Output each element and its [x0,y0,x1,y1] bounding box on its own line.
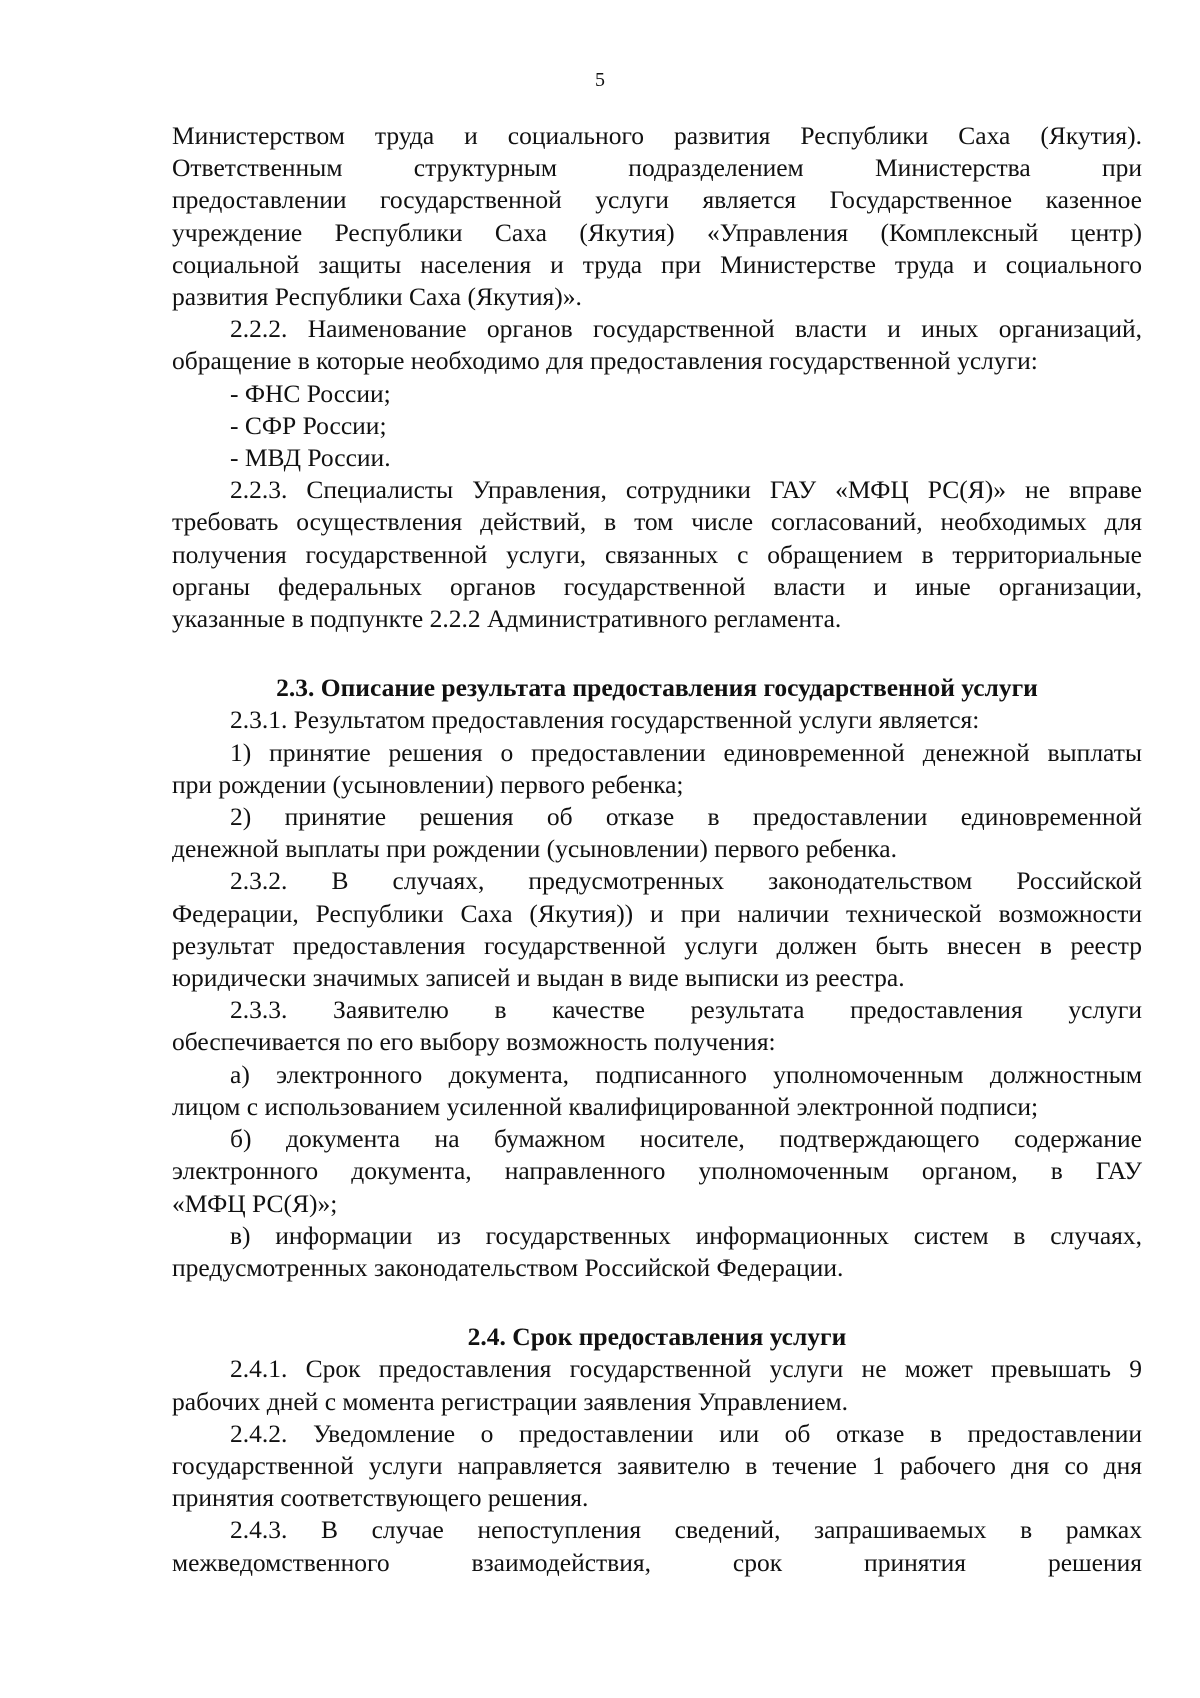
paragraph-line: 2.2.3. Специалисты Управления, сотрудники ГАУ «МФЦ РС(Я)» не вправе [230,475,1142,505]
paragraph-line: обеспечивается по его выбору возможность получения: [172,1027,776,1057]
paragraph-line: Федерации, Республики Саха (Якутия)) и при наличии технической возможности [172,898,1142,928]
paragraph-line: указанные в подпункте 2.2.2 Административного регламента. [172,604,842,634]
paragraph-line: 2.4.2. Уведомление о предоставлении или об отказе в предоставлении [230,1418,1142,1448]
page-number: 5 [595,69,605,91]
paragraph-line: социальной защиты населения и труда при Министерстве труда и социального [172,249,1142,279]
list-item-line: «МФЦ РС(Я)»; [172,1188,338,1218]
paragraph-line: результат предоставления государственной услуги должен быть внесен в реестр [172,930,1142,960]
document-body [172,120,1142,1579]
paragraph-line: рабочих дней с момента регистрации заявления Управлением. [172,1386,849,1416]
paragraph-line: 2.4.3. В случае непоступления сведений, запрашиваемых в рамках [230,1515,1142,1545]
paragraph-line: органы федеральных органов государственной власти и иные организации, [172,571,1142,601]
paragraph-line: 2.2.2. Наименование органов государственной власти и иных организаций, [230,314,1142,344]
list-item: - ФНС России; [230,378,391,408]
paragraph-line: обращение в которые необходимо для предоставления государственной услуги: [172,346,1038,376]
list-item: в) информации из государственных информационных систем в случаях, [230,1220,1142,1250]
paragraph-line: требовать осуществления действий, в том числе согласований, необходимых для [172,507,1142,537]
paragraph-line: принятия соответствующего решения. [172,1483,589,1513]
paragraph-line: 2.4.1. Срок предоставления государственной услуги не может превышать 9 [230,1354,1142,1384]
list-item-line: предусмотренных законодательством Российской Федерации. [172,1252,844,1282]
list-item: - МВД России. [230,443,391,473]
paragraph-line: учреждение Республики Саха (Якутия) «Управления (Комплексный центр) [172,217,1142,247]
list-item: б) документа на бумажном носителе, подтверждающего содержание [230,1124,1142,1154]
paragraph-line: предоставлении государственной услуги является Государственное казенное [172,185,1142,215]
paragraph-line: получения государственной услуги, связанных с обращением в территориальные [172,539,1142,569]
section-heading: 2.4. Срок предоставления услуги [467,1322,847,1352]
paragraph-line: 2.3.2. В случаях, предусмотренных законодательством Российской [230,866,1142,896]
paragraph-line: 2.3.1. Результатом предоставления государственной услуги является: [230,705,980,735]
section-heading: 2.3. Описание результата предоставления государственной услуги [276,673,1038,703]
list-item: а) электронного документа, подписанного уполномоченным должностным [230,1059,1142,1089]
paragraph-line: государственной услуги направляется заявителю в течение 1 рабочего дня со дня [172,1450,1142,1480]
list-item-line: электронного документа, направленного уполномоченным органом, в ГАУ [172,1156,1142,1186]
list-item-line: лицом с использованием усиленной квалифицированной электронной подписи; [172,1091,1039,1121]
paragraph-line: межведомственного взаимодействия, срок принятия решения [172,1547,1142,1577]
list-item-line: при рождении (усыновлении) первого ребенка; [172,769,684,799]
list-item: 2) принятие решения об отказе в предоставлении единовременной [230,802,1142,832]
paragraph-line: 2.3.3. Заявителю в качестве результата предоставления услуги [230,995,1142,1025]
list-item: - СФР России; [230,410,387,440]
paragraph-line: юридически значимых записей и выдан в виде выписки из реестра. [172,963,905,993]
paragraph-line: Ответственным структурным подразделением Министерства при [172,153,1142,183]
paragraph-line: Министерством труда и социального развития Республики Саха (Якутия). [172,121,1142,150]
paragraph-line: развития Республики Саха (Якутия)». [172,282,582,312]
list-item-line: денежной выплаты при рождении (усыновлении) первого ребенка. [172,834,897,864]
list-item: 1) принятие решения о предоставлении единовременной денежной выплаты [230,737,1142,767]
